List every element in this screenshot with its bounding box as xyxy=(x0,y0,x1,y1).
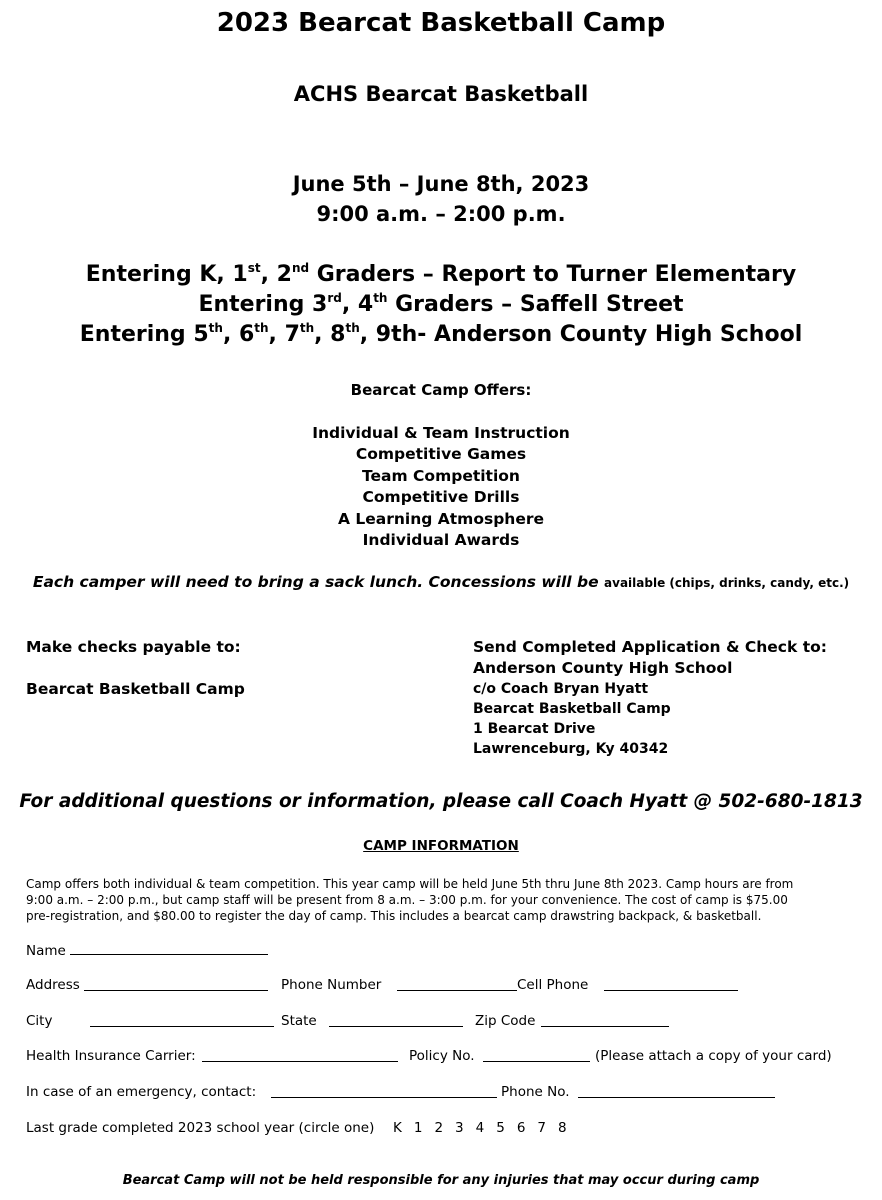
policy-field[interactable] xyxy=(483,1049,590,1062)
zip-code-label: Zip Code xyxy=(475,1013,536,1029)
grade-option[interactable]: K xyxy=(393,1120,402,1136)
emergency-phone-field[interactable] xyxy=(578,1085,775,1098)
location-line-3-4: Entering 3rd, 4th Graders – Saffell Street xyxy=(198,291,684,317)
payee-name: Bearcat Basketball Camp xyxy=(26,680,245,698)
contact-note: For additional questions or information, please call Coach Hyatt @ 502-680-1813 xyxy=(19,791,863,812)
camp-dates: June 5th – June 8th, 2023 xyxy=(292,172,590,196)
emergency-phone-label: Phone No. xyxy=(501,1084,570,1100)
offer-item: A Learning Atmosphere xyxy=(338,510,544,528)
offer-item: Competitive Drills xyxy=(362,488,520,506)
address-line: 1 Bearcat Drive xyxy=(473,721,596,737)
address-line: Lawrenceburg, Ky 40342 xyxy=(473,741,669,757)
name-row xyxy=(26,942,268,959)
address-line: Bearcat Basketball Camp xyxy=(473,701,671,717)
send-application-label: Send Completed Application & Check to: xyxy=(473,638,827,656)
liability-disclaimer: Bearcat Camp will not be held responsible for any injuries that may occur during camp xyxy=(122,1173,760,1188)
grade-options xyxy=(393,1120,567,1136)
school-name: Anderson County High School xyxy=(473,659,733,677)
grade-option[interactable]: 3 xyxy=(455,1120,464,1136)
policy-label: Policy No. xyxy=(409,1048,475,1064)
camp-hours: 9:00 a.m. – 2:00 p.m. xyxy=(316,202,566,226)
page-subtitle: ACHS Bearcat Basketball xyxy=(293,82,589,106)
grade-option[interactable]: 2 xyxy=(434,1120,444,1136)
cell-phone-label: Cell Phone xyxy=(517,977,589,993)
location-line-5-9: Entering 5th, 6th, 7th, 8th, 9th- Anderson County High School xyxy=(79,321,803,347)
insurance-field[interactable] xyxy=(202,1049,398,1062)
emergency-contact-label: In case of an emergency, contact: xyxy=(26,1084,257,1100)
offer-item: Individual & Team Instruction xyxy=(312,424,570,442)
state-field[interactable] xyxy=(329,1014,463,1027)
grade-option[interactable]: 1 xyxy=(413,1120,423,1136)
phone-number-field[interactable] xyxy=(397,978,517,991)
location-line-k-2: Entering K, 1st, 2nd Graders – Report to Turner Elementary xyxy=(85,261,797,287)
offer-item: Competitive Games xyxy=(355,445,527,463)
zip-code-field[interactable] xyxy=(541,1014,669,1027)
cell-phone-field[interactable] xyxy=(604,978,738,991)
insurance-label: Health Insurance Carrier: xyxy=(26,1048,196,1064)
address-field[interactable] xyxy=(84,978,268,991)
name-field[interactable] xyxy=(70,942,268,955)
camp-info-heading: CAMP INFORMATION xyxy=(363,838,519,854)
camp-info-line: Camp offers both individual & team competition. This year camp will be held June 5th thru June 8th 2023. Camp hours are from xyxy=(26,877,794,891)
last-grade-label: Last grade completed 2023 school year (circle one) xyxy=(26,1120,375,1136)
name-label: Name xyxy=(26,943,66,959)
camp-info-line: 9:00 a.m. – 2:00 p.m., but camp staff will be present from 8 a.m. – 3:00 p.m. for your convenience. The cost of camp is $75.00 xyxy=(26,893,788,907)
offer-item: Team Competition xyxy=(362,467,520,485)
camp-info-line: pre-registration, and $80.00 to register the day of camp. This includes a bearcat camp drawstring backpack, & basketball. xyxy=(26,909,762,923)
grade-option[interactable]: 7 xyxy=(537,1120,547,1136)
checks-payable-label: Make checks payable to: xyxy=(26,638,241,656)
emergency-contact-field[interactable] xyxy=(271,1085,497,1098)
state-label: State xyxy=(281,1013,317,1029)
phone-number-label: Phone Number xyxy=(281,977,382,993)
offer-item: Individual Awards xyxy=(362,531,520,549)
lunch-note: Each camper will need to bring a sack lunch. Concessions will be available (chips, drinks, candy, etc.) xyxy=(32,573,850,591)
city-field[interactable] xyxy=(90,1014,274,1027)
grade-option[interactable]: 6 xyxy=(516,1120,526,1136)
page-title: 2023 Bearcat Basketball Camp xyxy=(216,8,666,38)
attach-card-note: (Please attach a copy of your card) xyxy=(595,1048,832,1064)
offers-heading: Bearcat Camp Offers: xyxy=(350,381,532,399)
address-label: Address xyxy=(26,977,80,993)
camp-info-paragraph xyxy=(26,876,826,924)
grade-option[interactable]: 5 xyxy=(496,1120,505,1136)
grade-option[interactable]: 8 xyxy=(558,1120,567,1136)
city-label: City xyxy=(26,1013,53,1029)
address-line: c/o Coach Bryan Hyatt xyxy=(473,681,649,697)
grade-option[interactable]: 4 xyxy=(475,1120,485,1136)
